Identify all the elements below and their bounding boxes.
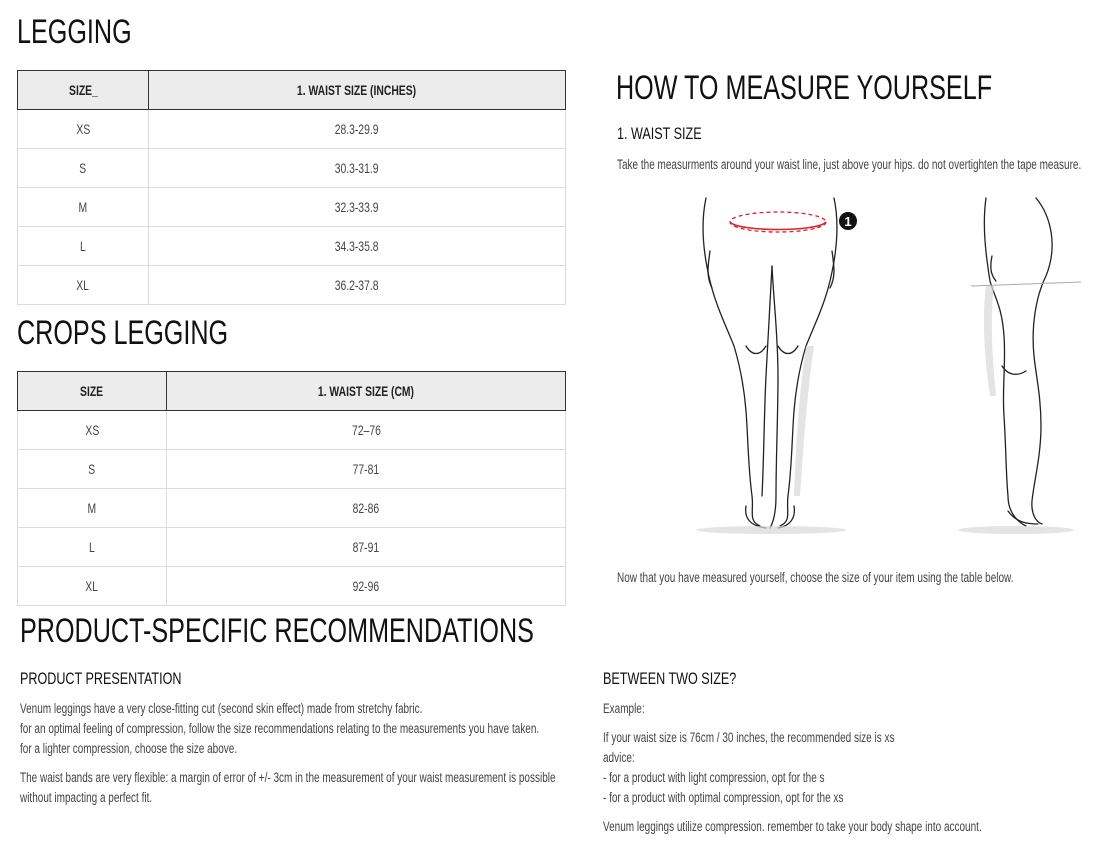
size-cell: M <box>18 489 167 528</box>
compression-footer-text: Venum leggings utilize compression. remember to take your body shape into account. <box>603 819 982 834</box>
product-presentation-text: Venum leggings have a very close-fitting cut (second skin effect) made from stretchy fabric. for an optimal feeling of compression, follow the size recommendations relating to the measurements you have taken. for a lighter compression, choose the size above. <box>20 701 540 756</box>
table-row <box>18 528 566 567</box>
example-label: Example: <box>603 701 645 716</box>
waist-cell: 34.3-35.8 <box>149 227 566 266</box>
waist-column-header: 1. WAIST SIZE (CM) <box>167 372 566 411</box>
size-cell: XL <box>18 266 149 305</box>
table-header-row <box>18 71 566 110</box>
how-to-measure-title: HOW TO MEASURE YOURSELF <box>616 69 993 107</box>
recommendations-title: PRODUCT-SPECIFIC RECOMMENDATIONS <box>20 612 534 650</box>
waist-size-subtitle: 1. WAIST SIZE <box>617 124 702 143</box>
table-row <box>18 567 566 606</box>
waist-cell: 36.2-37.8 <box>149 266 566 305</box>
table-row <box>18 411 566 450</box>
table-row <box>18 227 566 266</box>
product-presentation-title: PRODUCT PRESENTATION <box>20 669 182 688</box>
waist-cell: 92-96 <box>167 567 566 606</box>
crops-size-table <box>17 371 566 606</box>
table-row <box>18 489 566 528</box>
size-cell: S <box>18 450 167 489</box>
size-cell: XS <box>18 411 167 450</box>
size-cell: XL <box>18 567 167 606</box>
table-row <box>18 188 566 227</box>
legging-title: LEGGING <box>17 13 132 51</box>
size-cell: S <box>18 149 149 188</box>
table-row <box>18 110 566 149</box>
waist-column-header: 1. WAIST SIZE (INCHES) <box>149 71 566 110</box>
table-header-row <box>18 372 566 411</box>
legging-size-table <box>17 70 566 305</box>
size-column-header: SIZE_ <box>18 71 149 110</box>
body-measurement-illustration <box>686 196 1086 541</box>
table-row <box>18 149 566 188</box>
size-cell: L <box>18 528 167 567</box>
table-row <box>18 266 566 305</box>
between-two-size-title: BETWEEN TWO SIZE? <box>603 669 737 688</box>
table-row <box>18 450 566 489</box>
waistband-text: The waist bands are very flexible: a margin of error of +/- 3cm in the measurement of your waist measurement is possible without impacting a perfect fit. <box>20 770 556 805</box>
size-cell: L <box>18 227 149 266</box>
waist-marker-label: 1 <box>844 214 852 229</box>
legs-drawing <box>686 196 1086 541</box>
between-advice-text: If your waist size is 76cm / 30 inches, the recommended size is xs advice: - for a product with light compression, opt for the s - for a product with optimal compression, opt for the xs <box>603 730 895 805</box>
waist-cell: 32.3-33.9 <box>149 188 566 227</box>
waist-cell: 77-81 <box>167 450 566 489</box>
crops-legging-title: CROPS LEGGING <box>17 314 229 352</box>
waist-cell: 87-91 <box>167 528 566 567</box>
waist-cell: 72–76 <box>167 411 566 450</box>
size-cell: XS <box>18 110 149 149</box>
measure-footer-text: Now that you have measured yourself, choose the size of your item using the table below. <box>617 570 1014 585</box>
size-column-header: SIZE <box>18 372 167 411</box>
waist-instructions: Take the measurments around your waist line, just above your hips. do not overtighten the tape measure. <box>617 157 1082 172</box>
waist-cell: 82-86 <box>167 489 566 528</box>
size-cell: M <box>18 188 149 227</box>
waist-cell: 28.3-29.9 <box>149 110 566 149</box>
waist-cell: 30.3-31.9 <box>149 149 566 188</box>
